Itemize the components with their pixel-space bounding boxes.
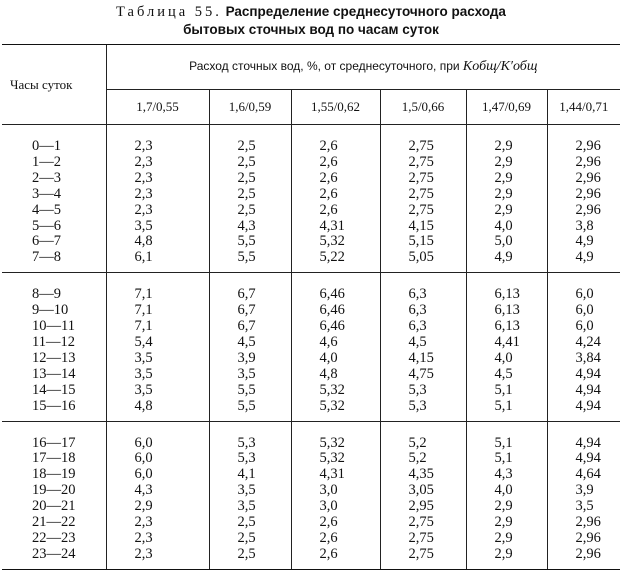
value-cell: 4,64 (547, 467, 620, 483)
value-cell: 2,5 (209, 187, 291, 203)
value-cell: 6,0 (106, 451, 209, 467)
hour-cell: 3—4 (32, 185, 61, 202)
value-cell: 2,6 (291, 171, 380, 187)
table-title (0, 3, 622, 39)
value-cell: 2,5 (209, 171, 291, 187)
value-cell: 6,7 (209, 319, 291, 335)
value-cell: 7,1 (106, 273, 209, 303)
hour-cell: 16—17 (2, 421, 106, 451)
table-row (2, 383, 620, 399)
value-cell: 5,3 (209, 451, 291, 467)
value-cell: 5,3 (380, 383, 466, 399)
value-cell: 3,5 (547, 499, 620, 515)
hour-cell: 15—16 (32, 397, 76, 414)
value-cell: 6,1 (106, 250, 209, 272)
value-cell: 6,7 (209, 273, 291, 303)
value-cell: 6,3 (380, 273, 466, 303)
value-cell: 2,3 (106, 203, 209, 219)
value-cell: 2,5 (209, 203, 291, 219)
value-cell: 2,96 (547, 531, 620, 547)
value-cell: 3,0 (291, 483, 380, 499)
value-cell: 4,0 (466, 483, 547, 499)
value-cell: 6,13 (466, 319, 547, 335)
value-cell: 4,9 (547, 250, 620, 272)
value-cell: 6,7 (209, 303, 291, 319)
table-row (2, 125, 620, 155)
table-row (2, 421, 620, 451)
value-cell: 5,32 (291, 399, 380, 421)
value-cell: 4,41 (466, 335, 547, 351)
value-cell: 7,1 (106, 303, 209, 319)
table-row (2, 234, 620, 250)
table-row (2, 219, 620, 235)
coefficient-formula: Kобщ/K′общ (462, 59, 538, 74)
value-cell: 2,9 (466, 203, 547, 219)
column-header: 1,44/0,71 (547, 90, 620, 125)
hour-cell: 6—7 (32, 233, 61, 250)
value-cell: 3,5 (209, 483, 291, 499)
column-header: 1,7/0,55 (106, 90, 209, 125)
value-cell: 3,8 (547, 219, 620, 235)
value-cell: 2,5 (209, 515, 291, 531)
value-cell: 2,75 (380, 171, 466, 187)
hour-cell: 7—8 (32, 249, 61, 266)
value-cell: 6,13 (466, 303, 547, 319)
column-header: 1,55/0,62 (291, 90, 380, 125)
hour-cell: 12—13 (32, 349, 76, 366)
value-cell: 3,84 (547, 351, 620, 367)
value-cell: 2,5 (209, 125, 291, 155)
value-cell: 2,6 (291, 125, 380, 155)
hour-cell: 20—21 (32, 498, 76, 515)
value-cell: 6,46 (291, 273, 380, 303)
value-cell: 3,05 (380, 483, 466, 499)
value-cell: 5,3 (209, 421, 291, 451)
value-cell: 2,6 (291, 531, 380, 547)
value-cell: 4,94 (547, 421, 620, 451)
hour-cell: 14—15 (32, 381, 76, 398)
column-header: 1,47/0,69 (466, 90, 547, 125)
value-cell: 5,22 (291, 250, 380, 272)
value-cell: 4,6 (291, 335, 380, 351)
value-cell: 2,9 (466, 515, 547, 531)
hour-cell: 4—5 (32, 201, 61, 218)
table-row (2, 547, 620, 569)
hour-cell: 5—6 (32, 217, 61, 234)
value-cell: 2,9 (106, 499, 209, 515)
value-cell: 6,0 (547, 303, 620, 319)
value-cell: 4,8 (291, 367, 380, 383)
value-cell: 6,0 (106, 421, 209, 451)
value-cell: 2,75 (380, 531, 466, 547)
column-header: 1,5/0,66 (380, 90, 466, 125)
value-cell: 5,5 (209, 250, 291, 272)
hour-cell: 18—19 (32, 466, 76, 483)
value-cell: 2,96 (547, 125, 620, 155)
title-line-1: Распределение среднесуточного расхода (225, 4, 506, 19)
value-cell: 2,6 (291, 547, 380, 569)
value-cell: 2,96 (547, 203, 620, 219)
value-cell: 2,96 (547, 515, 620, 531)
table-row (2, 303, 620, 319)
value-cell: 6,3 (380, 303, 466, 319)
value-cell: 2,3 (106, 125, 209, 155)
value-cell: 3,5 (209, 499, 291, 515)
value-cell: 7,1 (106, 319, 209, 335)
table-row (2, 335, 620, 351)
value-cell: 5,5 (209, 234, 291, 250)
value-cell: 4,9 (466, 250, 547, 272)
table-row (2, 531, 620, 547)
value-cell: 4,3 (466, 467, 547, 483)
title-line-2: бытовых сточных вод по часам суток (183, 22, 439, 37)
value-cell: 5,1 (466, 383, 547, 399)
value-cell: 2,5 (209, 547, 291, 569)
flow-header (106, 45, 620, 90)
value-cell: 5,0 (466, 234, 547, 250)
value-cell: 4,94 (547, 383, 620, 399)
value-cell: 4,0 (466, 219, 547, 235)
hour-cell: 22—23 (32, 529, 76, 546)
value-cell: 4,15 (380, 351, 466, 367)
hour-cell: 23—24 (2, 547, 106, 569)
value-cell: 5,32 (291, 383, 380, 399)
hour-cell: 0—1 (2, 125, 106, 155)
value-cell: 2,5 (209, 155, 291, 171)
table-row (2, 451, 620, 467)
value-cell: 5,3 (380, 399, 466, 421)
table-number: Таблица 55. (116, 4, 222, 20)
value-cell: 2,3 (106, 547, 209, 569)
value-cell: 3,5 (106, 219, 209, 235)
value-cell: 2,75 (380, 125, 466, 155)
value-cell: 4,35 (380, 467, 466, 483)
value-cell: 2,9 (466, 547, 547, 569)
value-cell: 3,5 (106, 367, 209, 383)
value-cell: 5,2 (380, 421, 466, 451)
value-cell: 4,31 (291, 467, 380, 483)
value-cell: 6,46 (291, 303, 380, 319)
hour-cell: 17—18 (32, 450, 76, 467)
value-cell: 2,3 (106, 155, 209, 171)
table-row (2, 155, 620, 171)
value-cell: 6,13 (466, 273, 547, 303)
value-cell: 5,1 (466, 451, 547, 467)
value-cell: 5,4 (106, 335, 209, 351)
value-cell: 2,75 (380, 547, 466, 569)
value-cell: 2,5 (209, 531, 291, 547)
value-cell: 5,15 (380, 234, 466, 250)
value-cell: 4,94 (547, 367, 620, 383)
value-cell: 2,95 (380, 499, 466, 515)
value-cell: 2,96 (547, 547, 620, 569)
table-row (2, 203, 620, 219)
value-cell: 3,5 (209, 367, 291, 383)
hour-cell: 2—3 (32, 169, 61, 186)
value-cell: 2,75 (380, 203, 466, 219)
value-cell: 2,6 (291, 187, 380, 203)
value-cell: 4,9 (547, 234, 620, 250)
value-cell: 2,6 (291, 203, 380, 219)
value-cell: 6,0 (547, 273, 620, 303)
column-header: 1,6/0,59 (209, 90, 291, 125)
value-cell: 2,75 (380, 155, 466, 171)
table-row (2, 499, 620, 515)
value-cell: 2,3 (106, 531, 209, 547)
hour-cell: 1—2 (32, 153, 61, 170)
value-cell: 4,1 (209, 467, 291, 483)
value-cell: 6,3 (380, 319, 466, 335)
value-cell: 2,9 (466, 171, 547, 187)
value-cell: 2,75 (380, 187, 466, 203)
value-cell: 2,3 (106, 515, 209, 531)
value-cell: 4,0 (466, 351, 547, 367)
value-cell: 2,3 (106, 187, 209, 203)
value-cell: 3,0 (291, 499, 380, 515)
table-row (2, 367, 620, 383)
table-row (2, 351, 620, 367)
table-row (2, 483, 620, 499)
value-cell: 2,6 (291, 515, 380, 531)
value-cell: 5,1 (466, 399, 547, 421)
value-cell: 5,2 (380, 451, 466, 467)
table-row (2, 273, 620, 303)
value-cell: 4,5 (466, 367, 547, 383)
value-cell: 4,3 (106, 483, 209, 499)
table-row (2, 187, 620, 203)
data-table (2, 44, 620, 570)
value-cell: 2,9 (466, 155, 547, 171)
table-row (2, 250, 620, 272)
value-cell: 4,24 (547, 335, 620, 351)
value-cell: 2,6 (291, 155, 380, 171)
table-row (2, 319, 620, 335)
value-cell: 5,32 (291, 451, 380, 467)
flow-header-text: Расход сточных вод, %, от среднесуточного, при (189, 59, 460, 73)
value-cell: 4,3 (209, 219, 291, 235)
hour-cell: 11—12 (32, 333, 75, 350)
hour-cell: 10—11 (32, 318, 75, 335)
value-cell: 2,96 (547, 155, 620, 171)
value-cell: 4,94 (547, 399, 620, 421)
hour-cell: 21—22 (32, 514, 76, 531)
value-cell: 2,96 (547, 171, 620, 187)
value-cell: 2,9 (466, 499, 547, 515)
value-cell: 5,32 (291, 234, 380, 250)
hour-cell: 9—10 (32, 302, 69, 319)
value-cell: 3,9 (547, 483, 620, 499)
value-cell: 2,75 (380, 515, 466, 531)
value-cell: 6,46 (291, 319, 380, 335)
value-cell: 6,0 (106, 467, 209, 483)
hour-cell: 13—14 (32, 365, 76, 382)
value-cell: 2,9 (466, 531, 547, 547)
value-cell: 5,5 (209, 383, 291, 399)
value-cell: 4,75 (380, 367, 466, 383)
value-cell: 2,9 (466, 125, 547, 155)
value-cell: 5,32 (291, 421, 380, 451)
value-cell: 2,3 (106, 171, 209, 187)
value-cell: 4,15 (380, 219, 466, 235)
value-cell: 2,96 (547, 187, 620, 203)
value-cell: 4,94 (547, 451, 620, 467)
table-row (2, 399, 620, 421)
value-cell: 3,9 (209, 351, 291, 367)
value-cell: 4,0 (291, 351, 380, 367)
table-row (2, 515, 620, 531)
hours-header: Часы суток (2, 45, 106, 125)
value-cell: 4,8 (106, 234, 209, 250)
value-cell: 5,5 (209, 399, 291, 421)
hour-cell: 8—9 (2, 273, 106, 303)
value-cell: 5,05 (380, 250, 466, 272)
value-cell: 4,5 (380, 335, 466, 351)
value-cell: 6,0 (547, 319, 620, 335)
value-cell: 5,1 (466, 421, 547, 451)
value-cell: 3,5 (106, 383, 209, 399)
value-cell: 3,5 (106, 351, 209, 367)
table-row (2, 171, 620, 187)
hour-cell: 19—20 (32, 482, 76, 499)
value-cell: 2,9 (466, 187, 547, 203)
value-cell: 4,8 (106, 399, 209, 421)
value-cell: 4,31 (291, 219, 380, 235)
table-row (2, 467, 620, 483)
value-cell: 4,5 (209, 335, 291, 351)
